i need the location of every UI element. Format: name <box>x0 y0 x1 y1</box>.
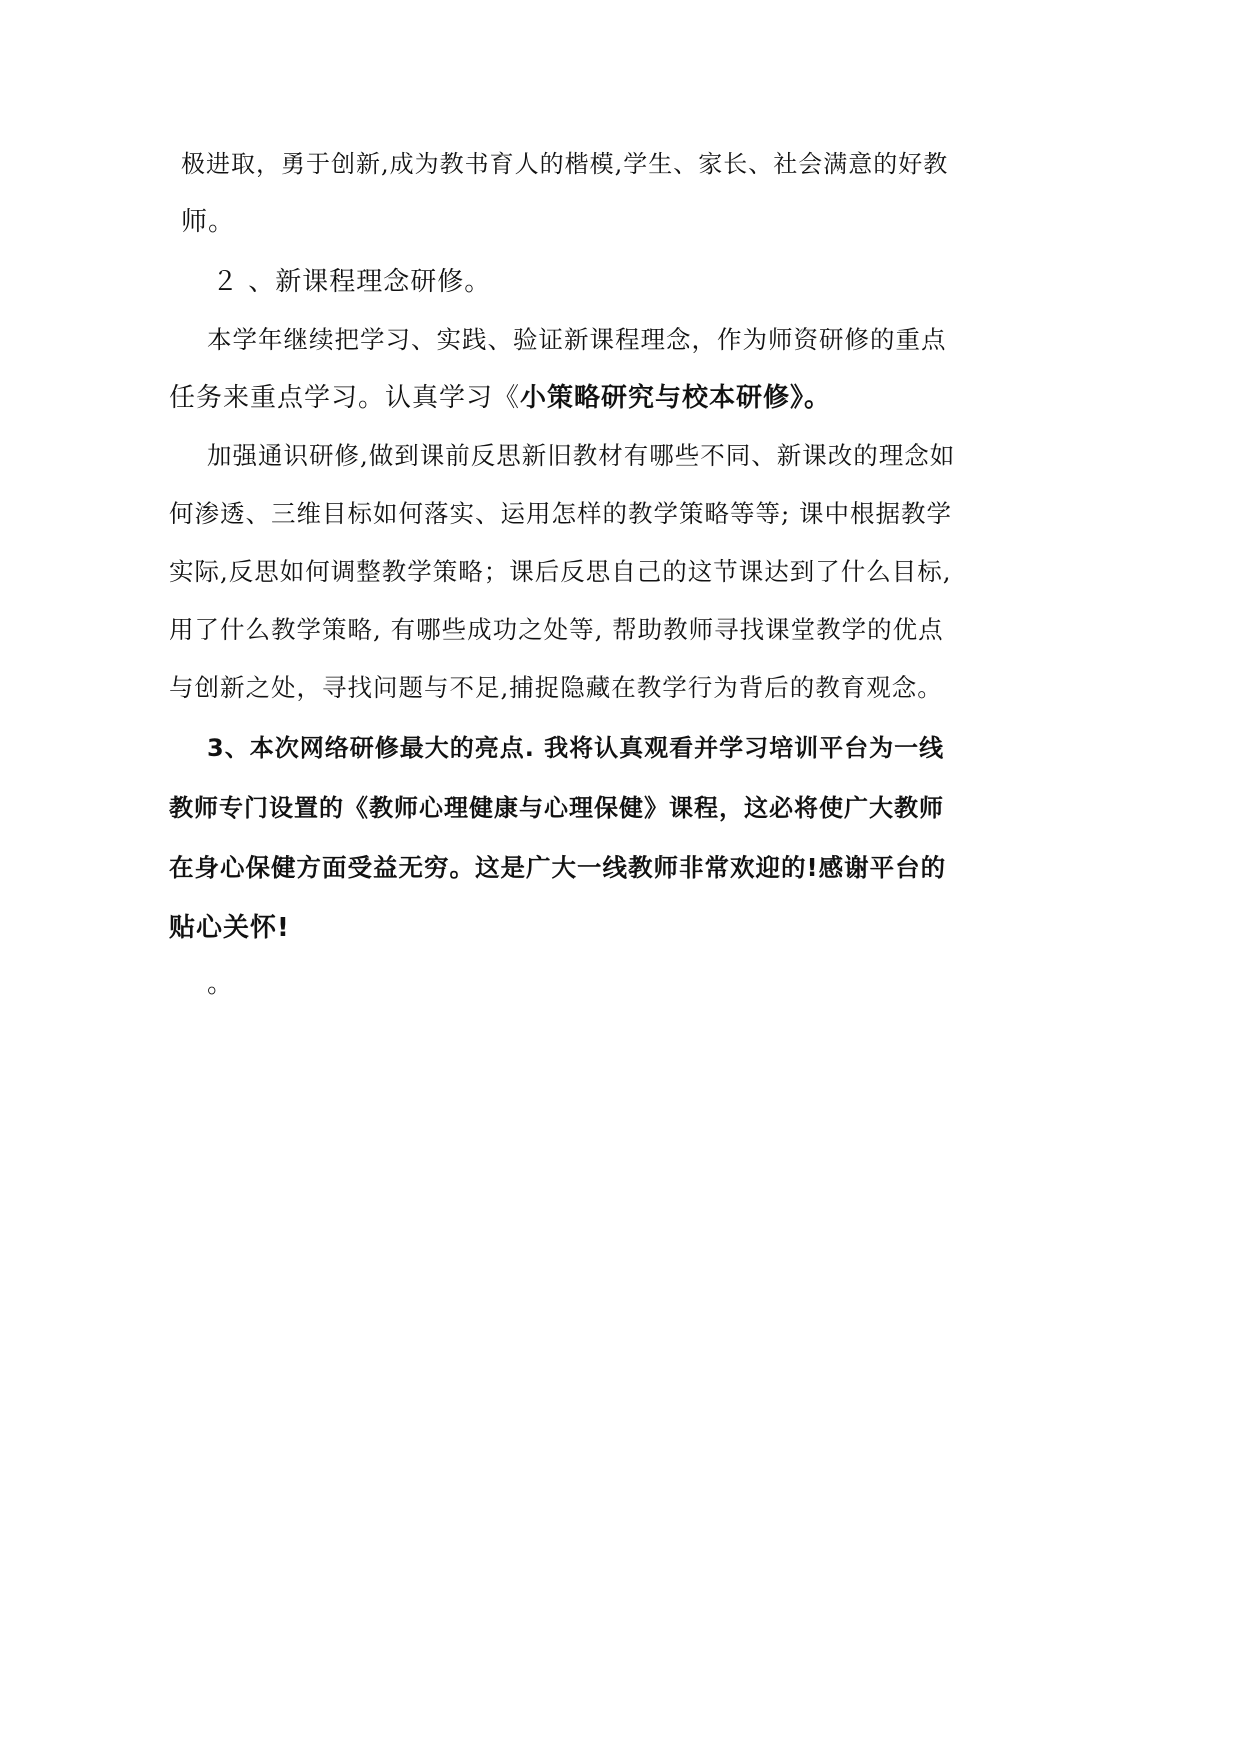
paragraph-3-line-1: 加强通识研修,做到课前反思新旧教材有哪些不同、新课改的理念如 <box>207 441 956 470</box>
paragraph-2-line-2-text: 任务来重点学习。认真学习《 <box>169 383 521 413</box>
section-heading-2: ２ 、新课程理念研修。 <box>212 267 492 297</box>
paragraph-4-line-4: 贴心关怀! <box>169 913 290 943</box>
paragraph-1-line-1: 极进取，勇于创新,成为教书育人的楷模,学生、家长、社会满意的好教 <box>181 150 949 178</box>
trailing-punctuation: 。 <box>207 969 235 999</box>
paragraph-1-line-2: 师。 <box>181 207 236 237</box>
paragraph-2-line-1: 本学年继续把学习、实践、验证新课程理念，作为师资研修的重点 <box>207 325 947 354</box>
paragraph-3-line-4: 用了什么教学策略, 有哪些成功之处等, 帮助教师寻找课堂教学的优点 <box>169 615 944 644</box>
paragraph-3-line-3: 实际,反思如何调整教学策略；课后反思自己的这节课达到了什么目标, <box>169 557 952 586</box>
paragraph-3-line-5: 与创新之处，寻找问题与不足,捕捉隐藏在教学行为背后的教育观念。 <box>169 673 943 702</box>
paragraph-2-line-2 <box>169 382 831 414</box>
paragraph-4-line-2: 教师专门设置的《教师心理健康与心理保健》课程，这必将使广大教师 <box>169 794 944 822</box>
paragraph-4-line-1: 3、本次网络研修最大的亮点. 我将认真观看并学习培训平台为一线 <box>207 734 945 762</box>
paragraph-4-line-3: 在身心保健方面受益无穷。这是广大一线教师非常欢迎的!感谢平台的 <box>169 853 947 882</box>
book-title-bold: 小策略研究与校本研修》。 <box>520 383 832 413</box>
paragraph-3-line-2: 何渗透、三维目标如何落实、运用怎样的教学策略等等; 课中根据教学 <box>169 499 953 528</box>
